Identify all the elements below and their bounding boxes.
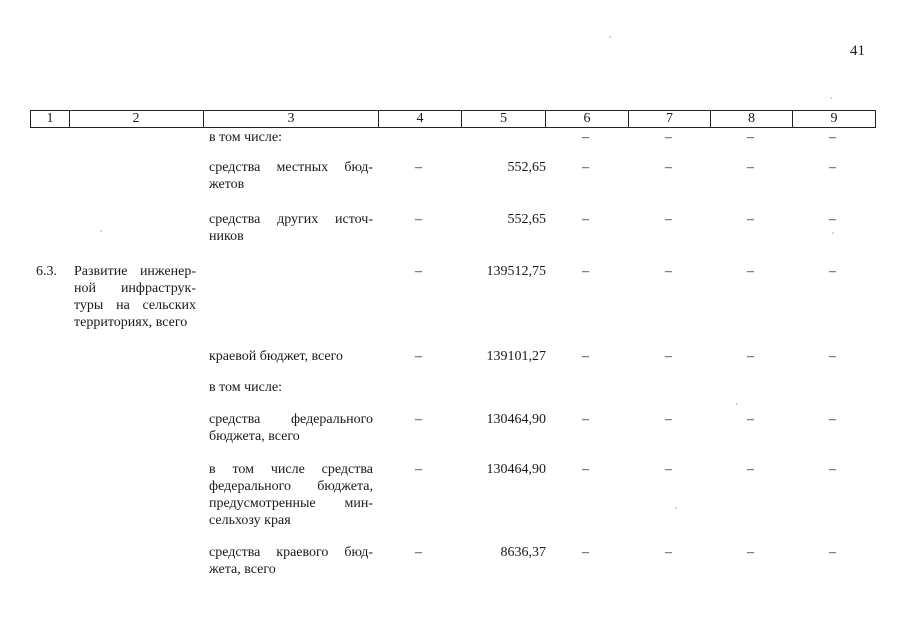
cell-col4: – <box>415 412 422 427</box>
cell-col5: 139101,27 <box>486 349 546 364</box>
row-label: сельхозу края <box>209 513 291 528</box>
row-label: в том числе: <box>209 130 282 145</box>
header-col-3: 3 <box>204 110 379 128</box>
cell-col8: – <box>747 462 754 477</box>
cell-col4: – <box>415 545 422 560</box>
cell-col4: – <box>415 160 422 175</box>
cell-col6: – <box>582 349 589 364</box>
cell-col8: – <box>747 130 754 145</box>
cell-col7: – <box>665 412 672 427</box>
row-label: краевой бюджет, всего <box>209 349 344 364</box>
cell-col6: – <box>582 462 589 477</box>
row-title: Развитие инженер- <box>74 264 196 279</box>
cell-col4: – <box>415 349 422 364</box>
row-label: средства других источ- <box>209 212 373 227</box>
cell-col9: – <box>829 412 836 427</box>
row-label: предусмотренные мин- <box>209 496 373 511</box>
cell-col9: – <box>829 545 836 560</box>
cell-col8: – <box>747 160 754 175</box>
row-label: средства краевого бюд- <box>209 545 373 560</box>
row-title: территориях, всего <box>74 315 188 330</box>
row-number: 6.3. <box>36 264 57 279</box>
table-header-row <box>0 110 902 128</box>
cell-col9: – <box>829 462 836 477</box>
cell-col5: 552,65 <box>507 160 546 175</box>
scan-speck <box>609 36 611 38</box>
cell-col6: – <box>582 160 589 175</box>
cell-col5: 8636,37 <box>500 545 546 560</box>
cell-col4: – <box>415 264 422 279</box>
header-col-5: 5 <box>462 110 546 128</box>
header-col-1: 1 <box>30 110 70 128</box>
row-label: федерального бюджета, <box>209 479 373 494</box>
cell-col7: – <box>665 545 672 560</box>
cell-col9: – <box>829 160 836 175</box>
cell-col8: – <box>747 545 754 560</box>
cell-col6: – <box>582 212 589 227</box>
cell-col7: – <box>665 160 672 175</box>
cell-col7: – <box>665 264 672 279</box>
row-label: жетов <box>209 177 245 192</box>
row-label: бюджета, всего <box>209 429 300 444</box>
page-number: 41 <box>850 43 865 59</box>
scan-speck <box>832 232 834 234</box>
cell-col5: 139512,75 <box>486 264 546 279</box>
cell-col8: – <box>747 212 754 227</box>
cell-col8: – <box>747 412 754 427</box>
scan-speck <box>736 403 738 405</box>
row-label: в том числе: <box>209 380 282 395</box>
cell-col7: – <box>665 130 672 145</box>
row-title: ной инфраструк- <box>74 281 196 296</box>
header-col-7: 7 <box>629 110 711 128</box>
cell-col6: – <box>582 545 589 560</box>
cell-col6: – <box>582 412 589 427</box>
cell-col7: – <box>665 349 672 364</box>
header-col-8: 8 <box>711 110 793 128</box>
cell-col6: – <box>582 130 589 145</box>
cell-col8: – <box>747 349 754 364</box>
row-label: средства местных бюд- <box>209 160 373 175</box>
cell-col7: – <box>665 212 672 227</box>
cell-col7: – <box>665 462 672 477</box>
scan-speck <box>830 97 832 99</box>
cell-col9: – <box>829 264 836 279</box>
row-label: в том числе средства <box>209 462 373 477</box>
row-title: туры на сельских <box>74 298 196 313</box>
cell-col4: – <box>415 462 422 477</box>
cell-col6: – <box>582 264 589 279</box>
cell-col4: – <box>415 212 422 227</box>
scan-speck <box>675 507 677 509</box>
cell-col9: – <box>829 349 836 364</box>
header-col-6: 6 <box>546 110 629 128</box>
cell-col8: – <box>747 264 754 279</box>
row-label: средства федерального <box>209 412 373 427</box>
cell-col9: – <box>829 212 836 227</box>
cell-col5: 130464,90 <box>486 412 546 427</box>
row-label: жета, всего <box>209 562 276 577</box>
row-label: ников <box>209 229 244 244</box>
cell-col5: 552,65 <box>507 212 546 227</box>
header-col-4: 4 <box>379 110 462 128</box>
cell-col9: – <box>829 130 836 145</box>
scan-speck <box>100 230 102 232</box>
header-col-9: 9 <box>793 110 876 128</box>
header-col-2: 2 <box>69 110 204 128</box>
cell-col5: 130464,90 <box>486 462 546 477</box>
